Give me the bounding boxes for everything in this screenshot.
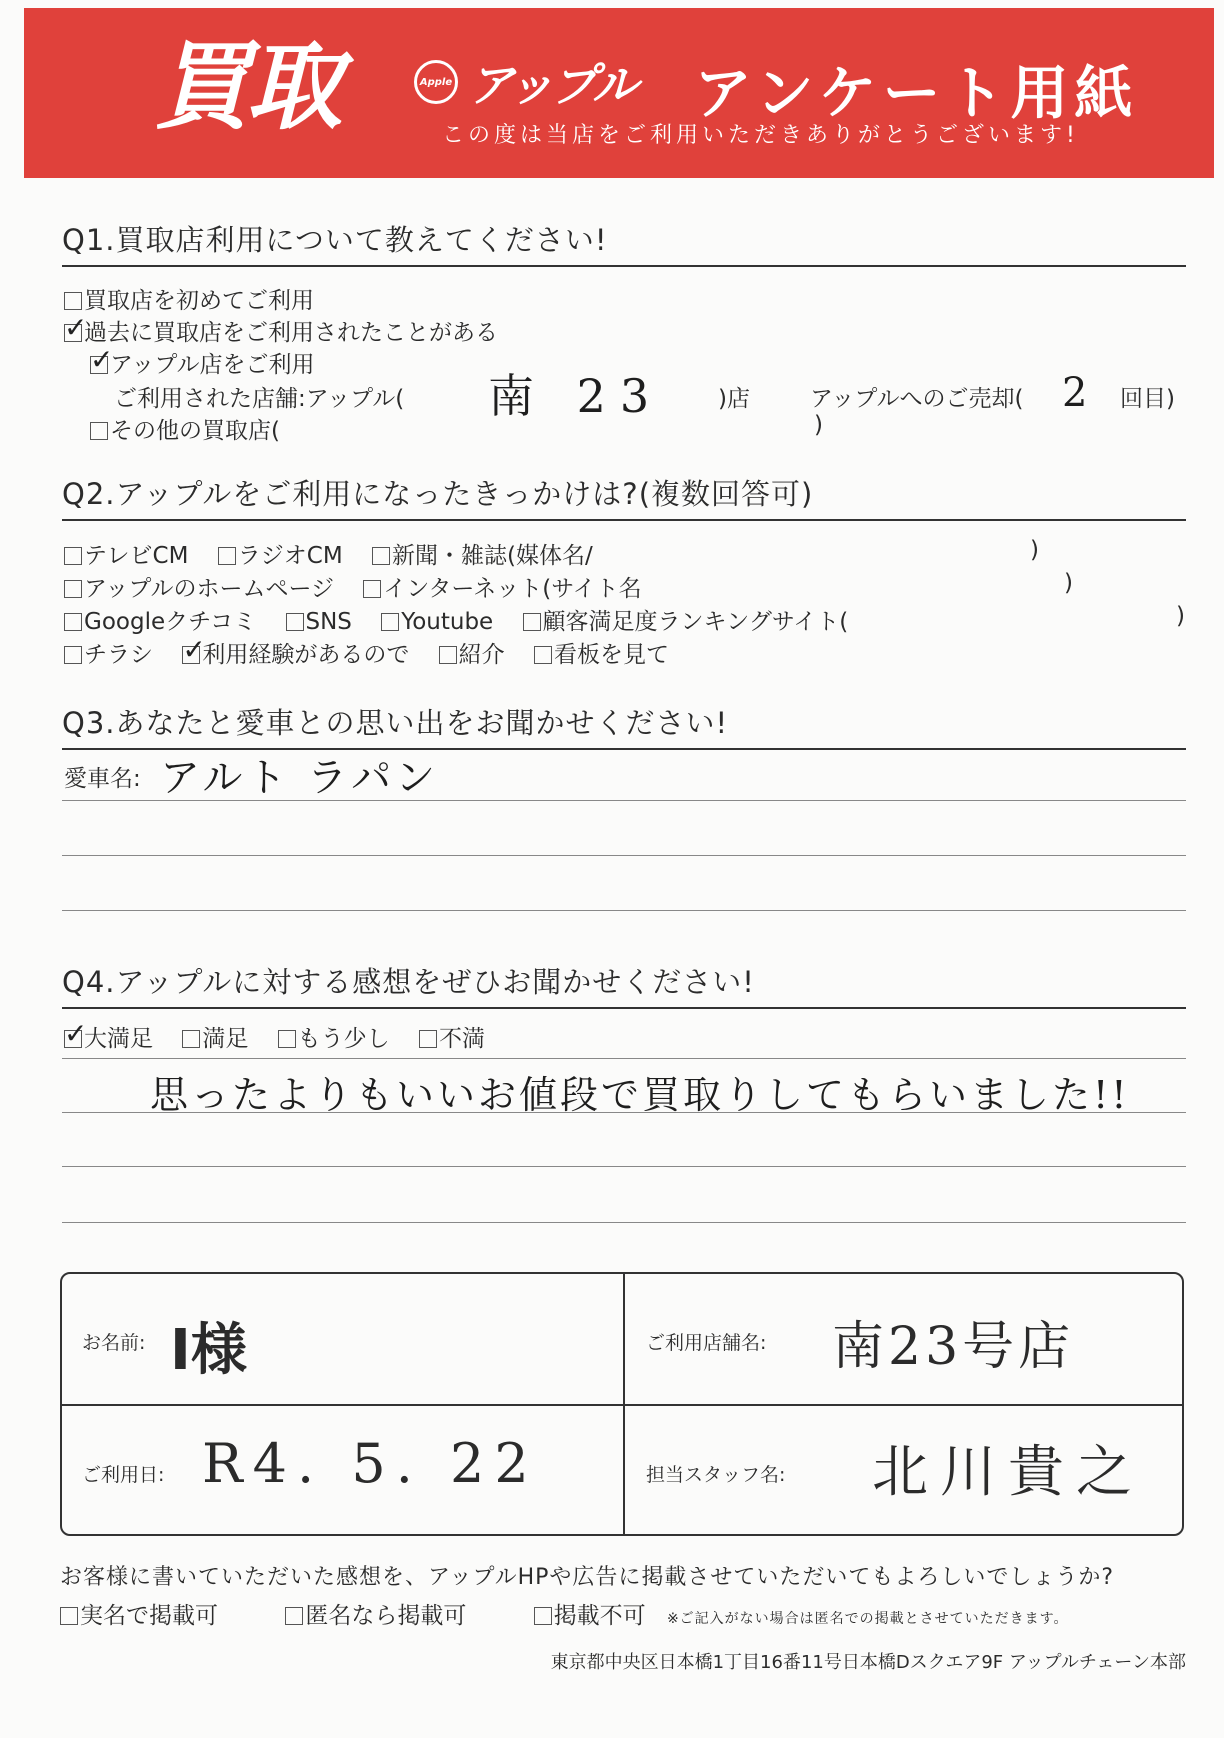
q1-sale-suffix: 回目) xyxy=(1120,386,1175,412)
q4-option[interactable]: 不満 xyxy=(419,1020,485,1053)
staff-label: 担当スタッフ名: xyxy=(646,1464,786,1486)
q1-heading: Q1.買取店利用について教えてください! xyxy=(62,218,1186,267)
answer-line xyxy=(62,800,1186,801)
q4-option[interactable]: ✓大満足 xyxy=(64,1020,153,1053)
form-title: アンケート用紙 xyxy=(694,59,1139,127)
q1-other-close: ) xyxy=(814,412,823,438)
name-value[interactable]: I様 xyxy=(170,1318,247,1383)
consent-anonymous[interactable]: 匿名なら掲載可 xyxy=(285,1597,466,1630)
consent-no[interactable]: 掲載不可 xyxy=(534,1597,646,1630)
checkbox[interactable] xyxy=(523,613,541,631)
q2-option[interactable]: チラシ xyxy=(64,636,153,669)
checkbox-checked[interactable] xyxy=(182,646,200,664)
checkbox[interactable] xyxy=(534,1607,552,1625)
checkbox[interactable] xyxy=(439,646,457,664)
q2-row-2-close: ) xyxy=(1064,570,1073,596)
q4-option[interactable]: 満足 xyxy=(182,1020,248,1053)
answer-line xyxy=(62,1222,1186,1223)
answer-line xyxy=(62,1112,1186,1113)
q2-row-1 xyxy=(64,537,615,570)
checkbox-checked[interactable] xyxy=(64,324,82,342)
q1-store-suffix: )店 xyxy=(718,386,750,412)
checkbox[interactable] xyxy=(286,613,304,631)
q1-option-other[interactable]: その他の買取店( xyxy=(90,412,280,445)
answer-line xyxy=(62,1166,1186,1167)
checkbox[interactable] xyxy=(182,1030,200,1048)
q2-option[interactable]: 紹介 xyxy=(439,636,505,669)
checkbox-checked[interactable] xyxy=(90,356,108,374)
q1-option-apple[interactable]: ✓アップル店をご利用 xyxy=(90,346,314,379)
checkbox[interactable] xyxy=(363,580,381,598)
q2-heading: Q2.アップルをご利用になったきっかけは?(複数回答可) xyxy=(62,472,1186,521)
checkbox[interactable] xyxy=(64,613,82,631)
apple-logo xyxy=(414,52,635,112)
banner-subtitle: この度は当店をご利用いただきありがとうございます! xyxy=(442,123,1079,148)
q1-option-past[interactable]: ✓過去に買取店をご利用されたことがある xyxy=(64,314,498,347)
checkbox-checked[interactable] xyxy=(64,1030,82,1048)
checkbox[interactable] xyxy=(218,547,236,565)
q1-option-first[interactable]: 買取店を初めてご利用 xyxy=(64,282,314,315)
header-banner xyxy=(24,8,1214,178)
store-name-label: ご利用店舗名: xyxy=(646,1332,767,1354)
checkbox[interactable] xyxy=(64,646,82,664)
q2-option[interactable]: Googleクチコミ xyxy=(64,603,256,636)
q2-row-3 xyxy=(64,603,870,636)
car-name-value[interactable]: アルト ラパン xyxy=(160,755,440,801)
checkbox[interactable] xyxy=(381,613,399,631)
publish-consent-options xyxy=(60,1597,1069,1630)
q1-sale-value[interactable]: 2 xyxy=(1062,370,1088,416)
q2-row-1-close: ) xyxy=(1030,537,1039,563)
q2-option[interactable]: アップルのホームページ xyxy=(64,570,334,603)
q4-heading: Q4.アップルに対する感想をぜひお聞かせください! xyxy=(62,960,1186,1009)
name-label: お名前: xyxy=(82,1332,146,1354)
q2-option[interactable]: ラジオCM xyxy=(218,537,343,570)
q2-option[interactable]: ✓ 利用経験があるので xyxy=(182,636,409,669)
consent-real-name[interactable]: 実名で掲載可 xyxy=(60,1597,218,1630)
answer-line xyxy=(62,855,1186,856)
checkbox[interactable] xyxy=(90,422,108,440)
q2-row-4 xyxy=(64,636,691,669)
divider xyxy=(62,1404,1182,1406)
apple-logo-icon: Apple xyxy=(414,60,458,104)
q3-heading: Q3.あなたと愛車との思い出をお聞かせください! xyxy=(62,701,1186,750)
staff-value[interactable]: 北川貴之 xyxy=(872,1440,1144,1505)
q2-option[interactable]: 看板を見て xyxy=(534,636,669,669)
checkbox[interactable] xyxy=(278,1030,296,1048)
customer-info-box xyxy=(60,1272,1184,1536)
q4-options xyxy=(64,1020,507,1053)
checkbox[interactable] xyxy=(419,1030,437,1048)
q1-store-label: ご利用された店舗:アップル( xyxy=(114,386,405,412)
checkbox[interactable] xyxy=(60,1607,78,1625)
q2-option[interactable]: Youtube xyxy=(381,609,493,635)
q4-comment[interactable]: 思ったよりもいいお値段で買取りしてもらいました!! xyxy=(150,1073,1130,1117)
store-name-value[interactable]: 南23号店 xyxy=(832,1317,1075,1377)
q2-option[interactable]: SNS xyxy=(286,609,352,635)
q2-option[interactable]: インターネット(サイト名 xyxy=(363,570,641,603)
car-name-label: 愛車名: xyxy=(64,766,141,792)
checkbox[interactable] xyxy=(64,292,82,310)
checkbox[interactable] xyxy=(64,547,82,565)
q2-row-2 xyxy=(64,570,664,603)
checkbox[interactable] xyxy=(534,646,552,664)
answer-line xyxy=(62,1058,1186,1059)
q1-store-value[interactable]: 南 23 xyxy=(488,369,664,423)
date-value[interactable]: R4. 5. 22 xyxy=(202,1432,539,1495)
q1-sale-label: アップルへのご売却( xyxy=(810,386,1024,412)
checkbox[interactable] xyxy=(285,1607,303,1625)
kaitori-logo: 買取 xyxy=(154,31,338,143)
checkbox[interactable] xyxy=(64,580,82,598)
date-label: ご利用日: xyxy=(82,1464,165,1486)
q2-row-3-close: ) xyxy=(1176,603,1185,629)
q4-option[interactable]: もう少し xyxy=(278,1020,390,1053)
q2-option[interactable]: 新聞・雑誌(媒体名/ xyxy=(372,537,593,570)
q2-option[interactable]: テレビCM xyxy=(64,537,188,570)
company-address: 東京都中央区日本橋1丁目16番11号日本橋Dスクエア9F アップルチェーン本部 xyxy=(550,1652,1186,1673)
apple-logo-text: アップル xyxy=(468,58,635,112)
q2-option[interactable]: 顧客満足度ランキングサイト( xyxy=(523,603,849,636)
checkbox[interactable] xyxy=(372,547,390,565)
answer-line xyxy=(62,910,1186,911)
publish-consent-question: お客様に書いていただいた感想を、アップルHPや広告に掲載させていただいてもよろしいでしょうか? xyxy=(60,1565,1115,1590)
consent-note: ※ご記入がない場合は匿名での掲載とさせていただきます。 xyxy=(666,1611,1069,1627)
